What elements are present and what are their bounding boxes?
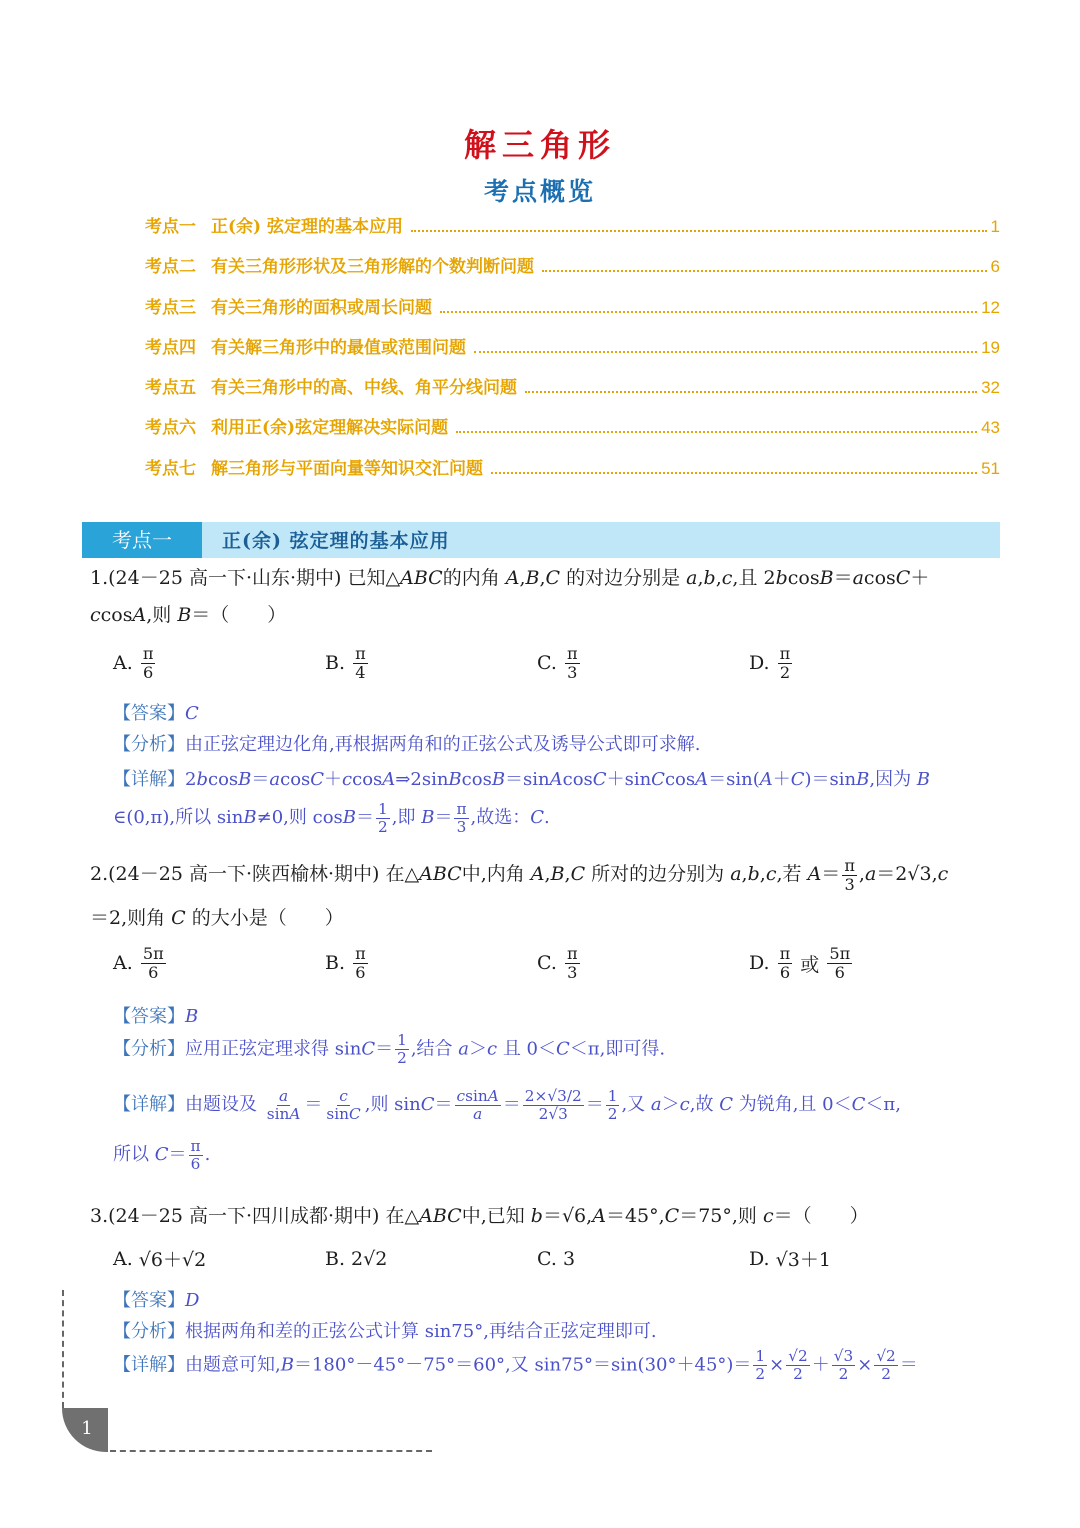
toc-item[interactable]: 考点四 有关解三角形中的最值或范围问题 19: [145, 337, 1000, 358]
question-1-answer: 【答案】C: [113, 703, 199, 724]
question-2-detail: 【详解】由题设及 $\frac{a}{\sin A}$ ＝ $\frac{c}{\sin C}$ ,则 sinC＝ $\frac{csinA}{a}$ ＝ $\frac{2\times√3/2}{2√3}$ ＝ $\frac{1}{2}$ ,又 a＞c,故 C 为锐角,且 0＜C＜π, 所以 C＝ $\frac{\pi}{6}$ .: [113, 1086, 901, 1173]
question-1-analysis: 【分析】由正弦定理边化角,再根据两角和的正弦公式及诱导公式即可求解.: [113, 734, 701, 755]
toc-item[interactable]: 考点一 正(余) 弦定理的基本应用 1: [145, 217, 1000, 237]
question-1-detail: 【详解】2bcosB＝acosC＋ccosA⇒2sinBcosB＝sinAcosC＋sinCcosA＝sin(A＋C)＝sinB,因为 B ∈(0,π),所以 sinB≠0,则 cosB＝ $\frac{1}{2}$ ,即 B＝ $\frac{\pi}{3}$ ,故选：C.: [113, 769, 931, 836]
question-3-answer: 【答案】D: [113, 1290, 200, 1311]
option-c[interactable]: C. $\frac{\pi}{3}$: [537, 644, 578, 682]
option-d[interactable]: D. $\frac{\pi}{2}$: [749, 644, 791, 682]
question-2-answer: 【答案】B: [113, 1006, 199, 1027]
page-border-decoration: [62, 1290, 64, 1408]
toc-item[interactable]: 考点五 有关三角形中的高、中线、角平分线问题 32: [145, 378, 1000, 399]
question-3: 3.(24－25 高一下·四川成都·期中) 在△ABC中,已知 b＝√6,A＝45°,C＝75°,则 c＝（ ）: [90, 1205, 869, 1227]
question-2-options: [113, 945, 1003, 982]
option-b[interactable]: B. 2√2: [325, 1247, 388, 1270]
section-tag: 考点一: [82, 522, 202, 558]
page-border-decoration: [110, 1450, 432, 1452]
page-number: 1: [62, 1408, 108, 1452]
option-a[interactable]: A. $\frac{5\pi}{6}$: [113, 944, 164, 982]
toc-item[interactable]: 考点三 有关三角形的面积或周长问题 12: [145, 297, 1000, 318]
option-d[interactable]: D. √3＋1: [749, 1247, 831, 1271]
toc-item[interactable]: 考点二 有关三角形形状及三角形解的个数判断问题 6: [145, 257, 1000, 278]
question-2: 2.(24－25 高一下·陕西榆林·期中) 在△ABC中,内角 A,B,C 所对的边分别为 a,b,c,若 A＝ $\frac{\pi}{3}$ ,a＝2√3,c ＝2,则角 C 的大小是（ ）: [90, 855, 949, 929]
toc-item[interactable]: 考点六 利用正(余)弦定理解决实际问题 43: [145, 418, 1000, 439]
table-of-contents: [145, 212, 1000, 494]
option-a[interactable]: A. $\frac{\pi}{6}$: [113, 644, 154, 682]
question-2-analysis: 【分析】应用正弦定理求得 sinC＝ $\frac{1}{2}$ ,结合 a＞c 且 0＜C＜π,即可得.: [113, 1031, 666, 1067]
question-1: 1.(24－25 高一下·山东·期中) 已知△ABC的内角 A,B,C 的对边分别是 a,b,c,且 2bcosB＝acosC＋ ccosA,则 B＝（ ）: [90, 567, 930, 626]
section-title: 正(余) 弦定理的基本应用: [222, 530, 450, 552]
option-d[interactable]: D. $\frac{\pi}{6}$ 或 $\frac{5\pi}{6}$: [749, 944, 851, 982]
question-3-detail: 【详解】由题意可知,B＝180°－45°－75°＝60°,又 sin75°＝sin(30°＋45°)＝ $\frac{1}{2}$ × $\frac{√2}{2}$ ＋ $\frac{√3}{2}$ × $\frac{√2}{2}$ ＝: [113, 1347, 918, 1383]
section-header-bar: [82, 522, 1000, 558]
toc-heading: 考点概览: [483, 177, 596, 206]
option-b[interactable]: B. $\frac{\pi}{4}$: [325, 644, 366, 682]
option-a[interactable]: A. √6＋√2: [113, 1247, 207, 1271]
option-b[interactable]: B. $\frac{\pi}{6}$: [325, 944, 366, 982]
option-c[interactable]: C. $\frac{\pi}{3}$: [537, 944, 578, 982]
question-1-options: [113, 645, 1003, 682]
question-3-options: [113, 1245, 1003, 1272]
question-3-analysis: 【分析】根据两角和差的正弦公式计算 sin75°,再结合正弦定理即可.: [113, 1321, 657, 1342]
document-title: 解三角形: [463, 126, 616, 164]
toc-item[interactable]: 考点七 解三角形与平面向量等知识交汇问题 51: [145, 458, 1000, 479]
option-c[interactable]: C. 3: [537, 1247, 576, 1270]
